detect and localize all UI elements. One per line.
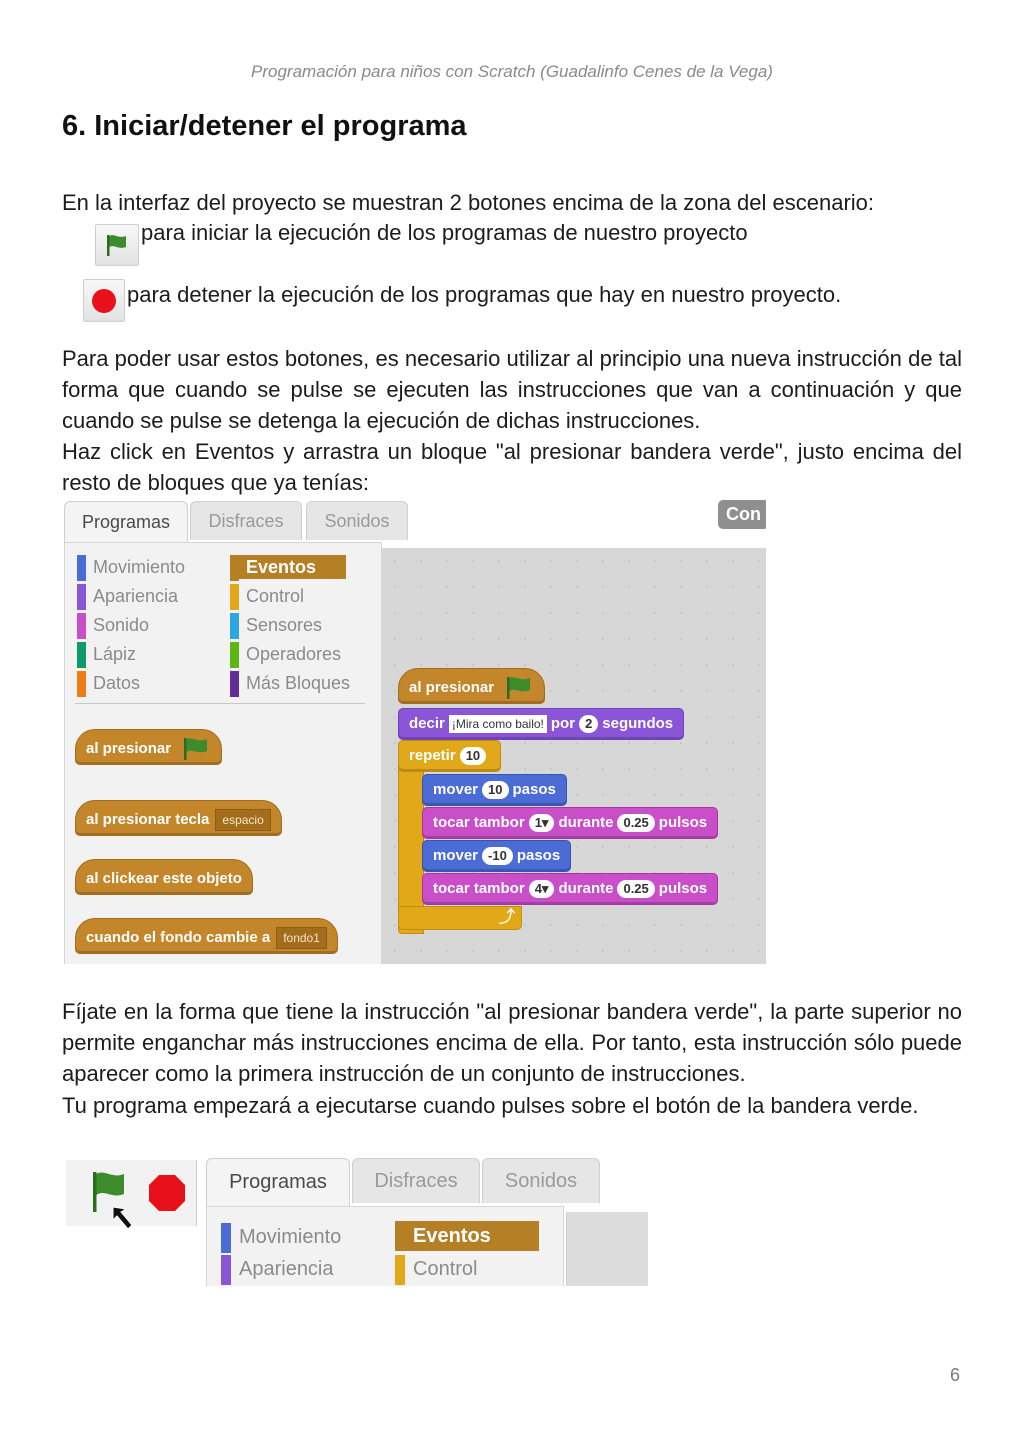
script-move-block-2[interactable]: mover -10 pasos bbox=[422, 840, 571, 872]
paragraph-5: Tu programa empezará a ejecutarse cuando pulses sobre el botón de la bandera verde. bbox=[62, 1093, 919, 1118]
category-eventos[interactable]: Eventos bbox=[230, 555, 346, 579]
script-repeat-bottom bbox=[398, 906, 522, 930]
tab-sonidos[interactable]: Sonidos bbox=[482, 1158, 600, 1203]
category-lapiz[interactable]: Lápiz bbox=[77, 642, 136, 666]
palette-block-when-clicked[interactable]: al clickear este objeto bbox=[75, 859, 253, 895]
repeat-count-input[interactable]: 10 bbox=[460, 747, 486, 765]
green-flag-icon bbox=[104, 233, 130, 257]
paragraph-3: Haz click en Eventos y arrastra un bloque "al presionar bandera verde", justo encima del resto de bloques que ya tenías: bbox=[62, 439, 962, 495]
key-dropdown[interactable]: espacio bbox=[215, 809, 270, 831]
category-mas-bloques[interactable]: Más Bloques bbox=[230, 671, 350, 695]
stop-button[interactable] bbox=[83, 279, 125, 322]
say-seconds-input[interactable]: 2 bbox=[579, 715, 598, 733]
bullet-stop-text: para detener la ejecución de los programas que hay en nuestro proyecto. bbox=[127, 282, 842, 307]
category-control[interactable]: Control bbox=[230, 584, 304, 608]
category-sensores[interactable]: Sensores bbox=[230, 613, 322, 637]
move-steps-input[interactable]: 10 bbox=[482, 781, 508, 799]
category-apariencia[interactable]: Apariencia bbox=[221, 1255, 334, 1283]
script-drum-block-1[interactable]: tocar tambor 1▾ durante 0.25 pulsos bbox=[422, 807, 718, 839]
script-say-block[interactable]: decir ¡Mira como bailo! por 2 segundos bbox=[398, 708, 684, 740]
block-palette bbox=[206, 1206, 564, 1286]
tab-programas[interactable]: Programas bbox=[64, 501, 188, 544]
loop-arrow-icon: ⤴ bbox=[498, 909, 515, 926]
script-drum-block-2[interactable]: tocar tambor 4▾ durante 0.25 pulsos bbox=[422, 873, 718, 905]
palette-block-when-backdrop[interactable]: cuando el fondo cambie a fondo1 bbox=[75, 918, 338, 954]
category-operadores[interactable]: Operadores bbox=[230, 642, 341, 666]
paragraph-2: Para poder usar estos botones, es necesario utilizar al principio una nueva instrucción de tal forma que cuando se pulse se ejecuten las instrucciones que van a continuación y que cuando se pulse se detenga la ejecución de dichas instrucciones. bbox=[62, 346, 962, 433]
stop-sign-icon[interactable] bbox=[148, 1174, 186, 1212]
tab-disfraces[interactable]: Disfraces bbox=[352, 1158, 480, 1203]
section-title: 6. Iniciar/detener el programa bbox=[62, 110, 467, 142]
drum-select[interactable]: 1▾ bbox=[529, 814, 555, 832]
palette-divider bbox=[75, 703, 365, 704]
scratch-editor-screenshot bbox=[62, 498, 766, 964]
palette-block-when-flag[interactable]: al presionar bbox=[75, 729, 222, 765]
script-area[interactable] bbox=[566, 1212, 648, 1286]
move-steps-input[interactable]: -10 bbox=[482, 847, 513, 865]
bullet-flag-text: para iniciar la ejecución de los programas de nuestro proyecto bbox=[141, 220, 748, 245]
script-hat-when-flag[interactable]: al presionar bbox=[398, 668, 545, 704]
tab-programas[interactable]: Programas bbox=[206, 1158, 350, 1207]
tab-sonidos[interactable]: Sonidos bbox=[306, 501, 408, 540]
category-apariencia[interactable]: Apariencia bbox=[77, 584, 178, 608]
paragraph-4: Fíjate en la forma que tiene la instrucción "al presionar bandera verde", la parte superior no permite enganchar más instrucciones encima de ella. Por tanto, esta instrucción sólo puede aparecer como la primera instrucción de un conjunto de instrucciones. bbox=[62, 999, 962, 1086]
green-flag-icon bbox=[504, 676, 534, 700]
cursor-arrow-icon bbox=[110, 1204, 136, 1232]
say-text-input[interactable]: ¡Mira como bailo! bbox=[449, 715, 547, 733]
scratch-controls-screenshot bbox=[66, 1156, 648, 1286]
category-sonido[interactable]: Sonido bbox=[77, 613, 149, 637]
tab-disfraces[interactable]: Disfraces bbox=[190, 501, 302, 540]
backdrop-dropdown[interactable]: fondo1 bbox=[276, 927, 327, 949]
page-header: Programación para niños con Scratch (Guadalinfo Cenes de la Vega) bbox=[251, 62, 773, 81]
block-palette bbox=[64, 542, 382, 964]
category-datos[interactable]: Datos bbox=[77, 671, 140, 695]
drum-select[interactable]: 4▾ bbox=[529, 880, 555, 898]
category-movimiento[interactable]: Movimiento bbox=[221, 1223, 341, 1251]
intro-paragraph: En la interfaz del proyecto se muestran 2 botones encima de la zona del escenario: bbox=[62, 190, 875, 215]
stop-sign-icon bbox=[92, 289, 116, 313]
category-eventos[interactable]: Eventos bbox=[395, 1221, 539, 1251]
corner-button[interactable]: Con bbox=[718, 500, 766, 529]
category-control[interactable]: Control bbox=[395, 1255, 477, 1283]
script-repeat-block[interactable]: repetir 10 bbox=[398, 740, 501, 772]
palette-block-when-key[interactable]: al presionar tecla espacio bbox=[75, 800, 282, 836]
script-area[interactable] bbox=[382, 548, 766, 964]
green-flag-button[interactable] bbox=[95, 224, 139, 266]
page-number: 6 bbox=[950, 1365, 961, 1385]
drum-beats-input[interactable]: 0.25 bbox=[617, 880, 654, 898]
script-move-block-1[interactable]: mover 10 pasos bbox=[422, 774, 567, 806]
drum-beats-input[interactable]: 0.25 bbox=[617, 814, 654, 832]
category-movimiento[interactable]: Movimiento bbox=[77, 555, 185, 579]
green-flag-icon bbox=[181, 737, 211, 761]
